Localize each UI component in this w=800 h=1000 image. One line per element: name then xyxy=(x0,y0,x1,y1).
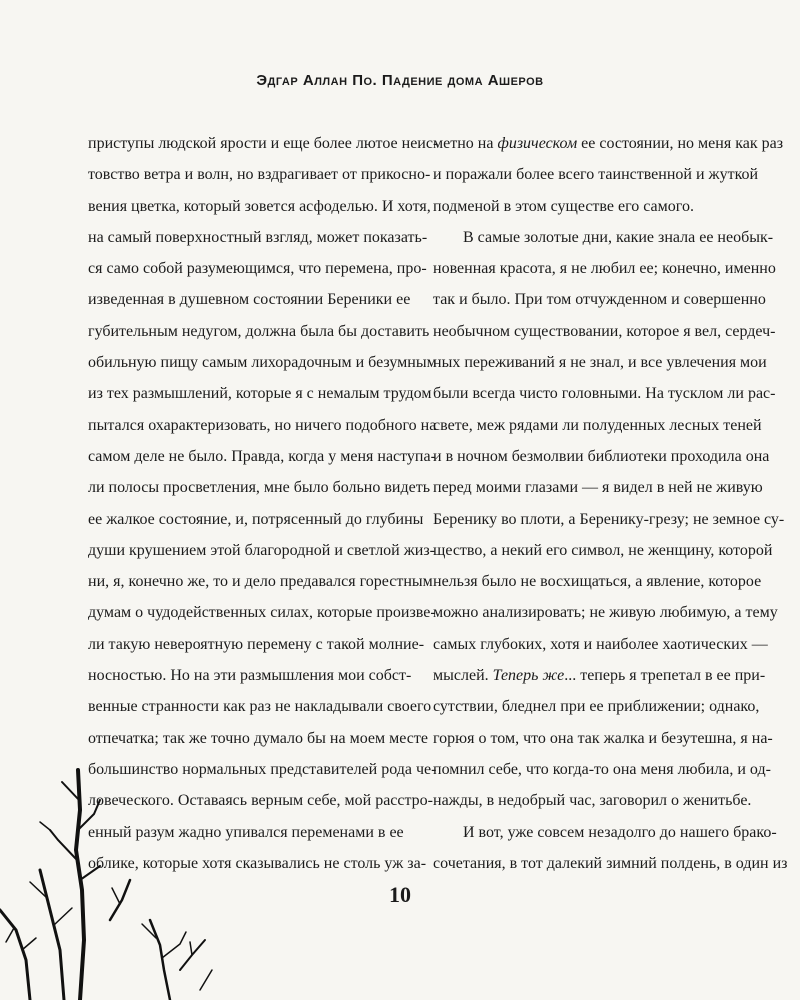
text-line: ных переживаний я не знал, и все увлечения мои xyxy=(433,354,767,372)
text-run: ... теперь я трепетал в ее при- xyxy=(564,667,766,685)
text-line: нажды, в недобрый час, заговорил о женитьбе. xyxy=(433,792,752,810)
text-line: облике, которые хотя сказывались не столь уж за- xyxy=(88,854,427,872)
text-line: Беренику во плоти, а Беренику-грезу; не земное су- xyxy=(433,510,785,528)
text-run: мыслей. xyxy=(433,667,493,685)
bare-branches-illustration xyxy=(0,770,230,1000)
text-line: ся само собой разумеющимся, что перемена, про- xyxy=(88,260,427,278)
text-line: необычном существовании, которое я вел, сердеч- xyxy=(433,322,776,340)
text-line: можно анализировать; не живую любимую, а тему xyxy=(433,604,778,622)
emphasis-text: Теперь же xyxy=(492,667,565,685)
text-line: губительным недугом, должна была бы доставить xyxy=(88,322,430,340)
text-line: из тех размышлений, которые я с немалым трудом xyxy=(88,385,432,403)
text-line: думам о чудодейственных силах, которые произве- xyxy=(88,604,436,622)
text-line: были всегда чисто головными. На тусклом ли рас- xyxy=(433,385,776,403)
right-column xyxy=(433,128,788,879)
text-line: щество, а некий его символ, не женщину, которой xyxy=(433,541,773,559)
text-line: помнил себе, что когда-то она меня любила, и од- xyxy=(433,760,771,778)
text-line: изведенная в душевном состоянии Береники ее xyxy=(88,291,411,309)
text-line: и в ночном безмолвии библиотеки проходила она xyxy=(433,447,770,465)
emphasis-text: физическом xyxy=(497,135,578,152)
text-line: так и было. При том отчужденном и совершенно xyxy=(433,291,766,309)
text-line: перед моими глазами — я видел в ней не живую xyxy=(433,479,763,497)
text-line: ее жалкое состояние, и, потрясенный до глубины xyxy=(88,510,424,528)
text-line: горюя о том, что она так жалка и безутешна, я на- xyxy=(433,729,773,747)
text-line: венные странности как раз не накладывали своего xyxy=(88,698,432,716)
text-line: свете, меж рядами ли полуденных лесных теней xyxy=(433,416,762,434)
running-header: Эдгар Аллан По. Падение дома Ашеров xyxy=(256,72,544,89)
text-line: товство ветра и волн, но вздрагивает от прикосно- xyxy=(88,166,431,184)
text-line: и поражали более всего таинственной и жуткой xyxy=(433,166,759,184)
text-line: носностью. Но на эти размышления мои собст- xyxy=(88,667,412,685)
text-line: енный разум жадно упивался переменами в ее xyxy=(88,823,404,841)
text-line: В самые золотые дни, какие знала ее необык- xyxy=(463,228,774,246)
text-line: самом деле не было. Правда, когда у меня наступа- xyxy=(88,447,436,465)
text-line: большинство нормальных представителей рода че- xyxy=(88,760,437,778)
text-line: души крушением этой благородной и светлой жиз- xyxy=(88,541,435,559)
text-line: на самый поверхностный взгляд, может показать- xyxy=(88,228,428,246)
text-run: ее состоянии, но меня как раз xyxy=(577,135,784,152)
text-line xyxy=(433,660,766,691)
text-line: подменой в этом существе его самого. xyxy=(433,197,694,215)
left-column xyxy=(88,128,439,879)
text-line: ли полосы просветления, мне было больно видеть xyxy=(88,479,431,497)
text-line: приступы людской ярости и еще более лютое неис- xyxy=(88,135,439,152)
text-line: новенная красота, я не любил ее; конечно, именно xyxy=(433,260,776,278)
text-line: самых глубоких, хотя и наиболее хаотических — xyxy=(433,635,768,653)
page-number: 10 xyxy=(389,882,411,907)
text-line: ни, я, конечно же, то и дело предавался горестным xyxy=(88,573,433,591)
text-line: ли такую невероятную перемену с такой молние- xyxy=(88,635,425,653)
text-line: сочетания, в тот далекий зимний полдень, в один из xyxy=(433,854,788,872)
text-line xyxy=(433,128,784,159)
text-line: сутствии, бледнел при ее приближении; однако, xyxy=(433,698,760,716)
text-run: метно на xyxy=(433,135,498,152)
text-line: обильную пищу самым лихорадочным и безумным xyxy=(88,354,437,372)
text-line: отпечатка; так же точно думало бы на моем месте xyxy=(88,729,428,747)
text-line: нельзя было не восхищаться, а явление, которое xyxy=(433,573,762,591)
text-line: ловеческого. Оставаясь верным себе, мой расстро- xyxy=(88,792,434,810)
text-line: пытался охарактеризовать, но ничего подобного на xyxy=(88,416,437,434)
text-line: вения цветка, который зовется асфоделью. И хотя, xyxy=(88,197,431,215)
text-line: И вот, уже совсем незадолго до нашего брако- xyxy=(463,823,777,841)
